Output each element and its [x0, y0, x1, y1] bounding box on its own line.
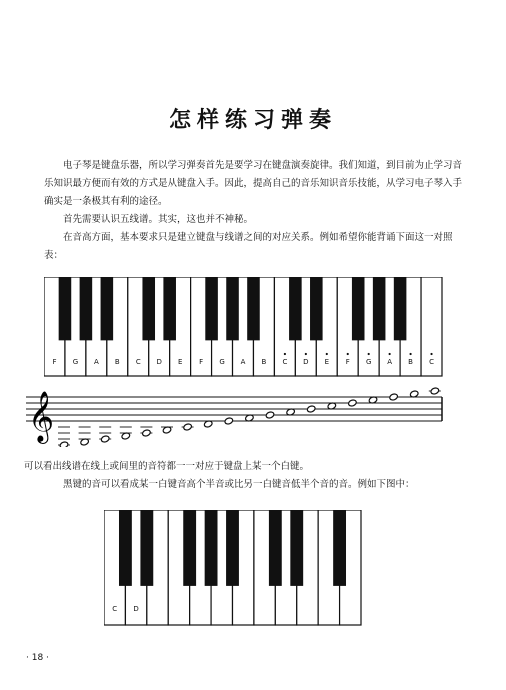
black-key	[80, 277, 93, 340]
white-key-label: G	[219, 358, 225, 366]
white-key-label: D	[133, 605, 139, 613]
black-key	[352, 277, 365, 340]
black-key	[269, 510, 282, 586]
keyboard-diagram-small	[104, 510, 362, 626]
music-staff	[26, 387, 446, 447]
white-key-label: E	[177, 358, 183, 366]
black-key	[59, 277, 72, 340]
octave-dot	[284, 353, 286, 355]
white-key-label: A	[240, 358, 246, 366]
black-key	[205, 510, 218, 586]
octave-dot	[430, 353, 432, 355]
white-key-label: C	[282, 358, 288, 366]
white-key-label: B	[261, 358, 267, 366]
whole-note	[183, 423, 192, 431]
octave-dot	[389, 353, 391, 355]
black-key	[373, 277, 386, 340]
white-key-label: D	[156, 358, 162, 366]
black-key	[163, 277, 176, 340]
whole-note	[142, 429, 151, 437]
white-key-label: B	[114, 358, 120, 366]
white-key-label: B	[408, 358, 413, 366]
black-key	[101, 277, 114, 340]
whole-note	[306, 405, 315, 413]
whole-note	[224, 417, 233, 425]
white-key-label: G	[72, 358, 79, 366]
octave-dot	[409, 353, 411, 355]
white-key-label: E	[324, 358, 330, 366]
paragraph-white-keys: 可以看出线谱在线上或间里的音符都一一对应于键盘上某一个白键。	[24, 461, 310, 472]
octave-dot	[305, 353, 307, 355]
black-key	[205, 277, 218, 340]
white-key-label: C	[429, 358, 434, 366]
white-key-label: A	[387, 358, 393, 366]
black-key	[142, 277, 155, 340]
white-key-label: D	[303, 358, 309, 366]
white-key-label: C	[135, 358, 141, 366]
paragraph-staff: 首先需要认识五线谱。其实，这也并不神秘。	[63, 214, 254, 225]
paragraph-intro: 电子琴是键盘乐器，所以学习弹奏首先是要学习在键盘演奏旋律。我们知道，到目前为止学习音乐知识最方便而有效的方式是从键盘入手。因此，提高自己的音乐知识音乐技能，从学习电子琴入手确实是一条极其有利的途径。	[44, 160, 463, 207]
octave-dot	[347, 353, 349, 355]
black-key	[247, 277, 260, 340]
whole-note	[389, 393, 398, 401]
white-key-label: F	[52, 358, 57, 366]
black-key	[183, 510, 196, 586]
black-key	[310, 277, 323, 340]
whole-note	[430, 387, 439, 395]
octave-dot	[326, 353, 328, 355]
keyboard-diagram	[44, 277, 443, 377]
black-key	[394, 277, 407, 340]
white-key-label: A	[93, 358, 99, 366]
treble-clef-icon: 𝄞	[28, 391, 55, 442]
whole-note	[348, 399, 357, 407]
octave-dot	[368, 353, 370, 355]
page-number: · 18 ·	[26, 653, 49, 663]
black-key	[226, 277, 239, 340]
black-key	[140, 510, 153, 586]
paragraph-pitch: 在音高方面，基本要求只是建立键盘与线谱之间的对应关系。例如希望你能背诵下面这一对照表：	[44, 232, 453, 261]
black-key	[289, 277, 302, 340]
whole-note	[265, 411, 274, 419]
black-key	[333, 510, 346, 586]
whole-note	[100, 435, 109, 443]
paragraph-black-keys: 黑键的音可以看成某一白键音高个半音或比另一白键音低半个音的音。例如下图中：	[63, 479, 415, 490]
white-key-label: C	[112, 605, 118, 613]
black-key	[119, 510, 132, 586]
white-key-label: G	[365, 358, 372, 366]
black-key	[226, 510, 239, 586]
black-key	[290, 510, 303, 586]
page-title: 怎样练习弹奏	[168, 107, 337, 133]
white-key-label: F	[199, 358, 204, 366]
white-key-label: F	[345, 358, 350, 366]
whole-note	[59, 441, 68, 447]
